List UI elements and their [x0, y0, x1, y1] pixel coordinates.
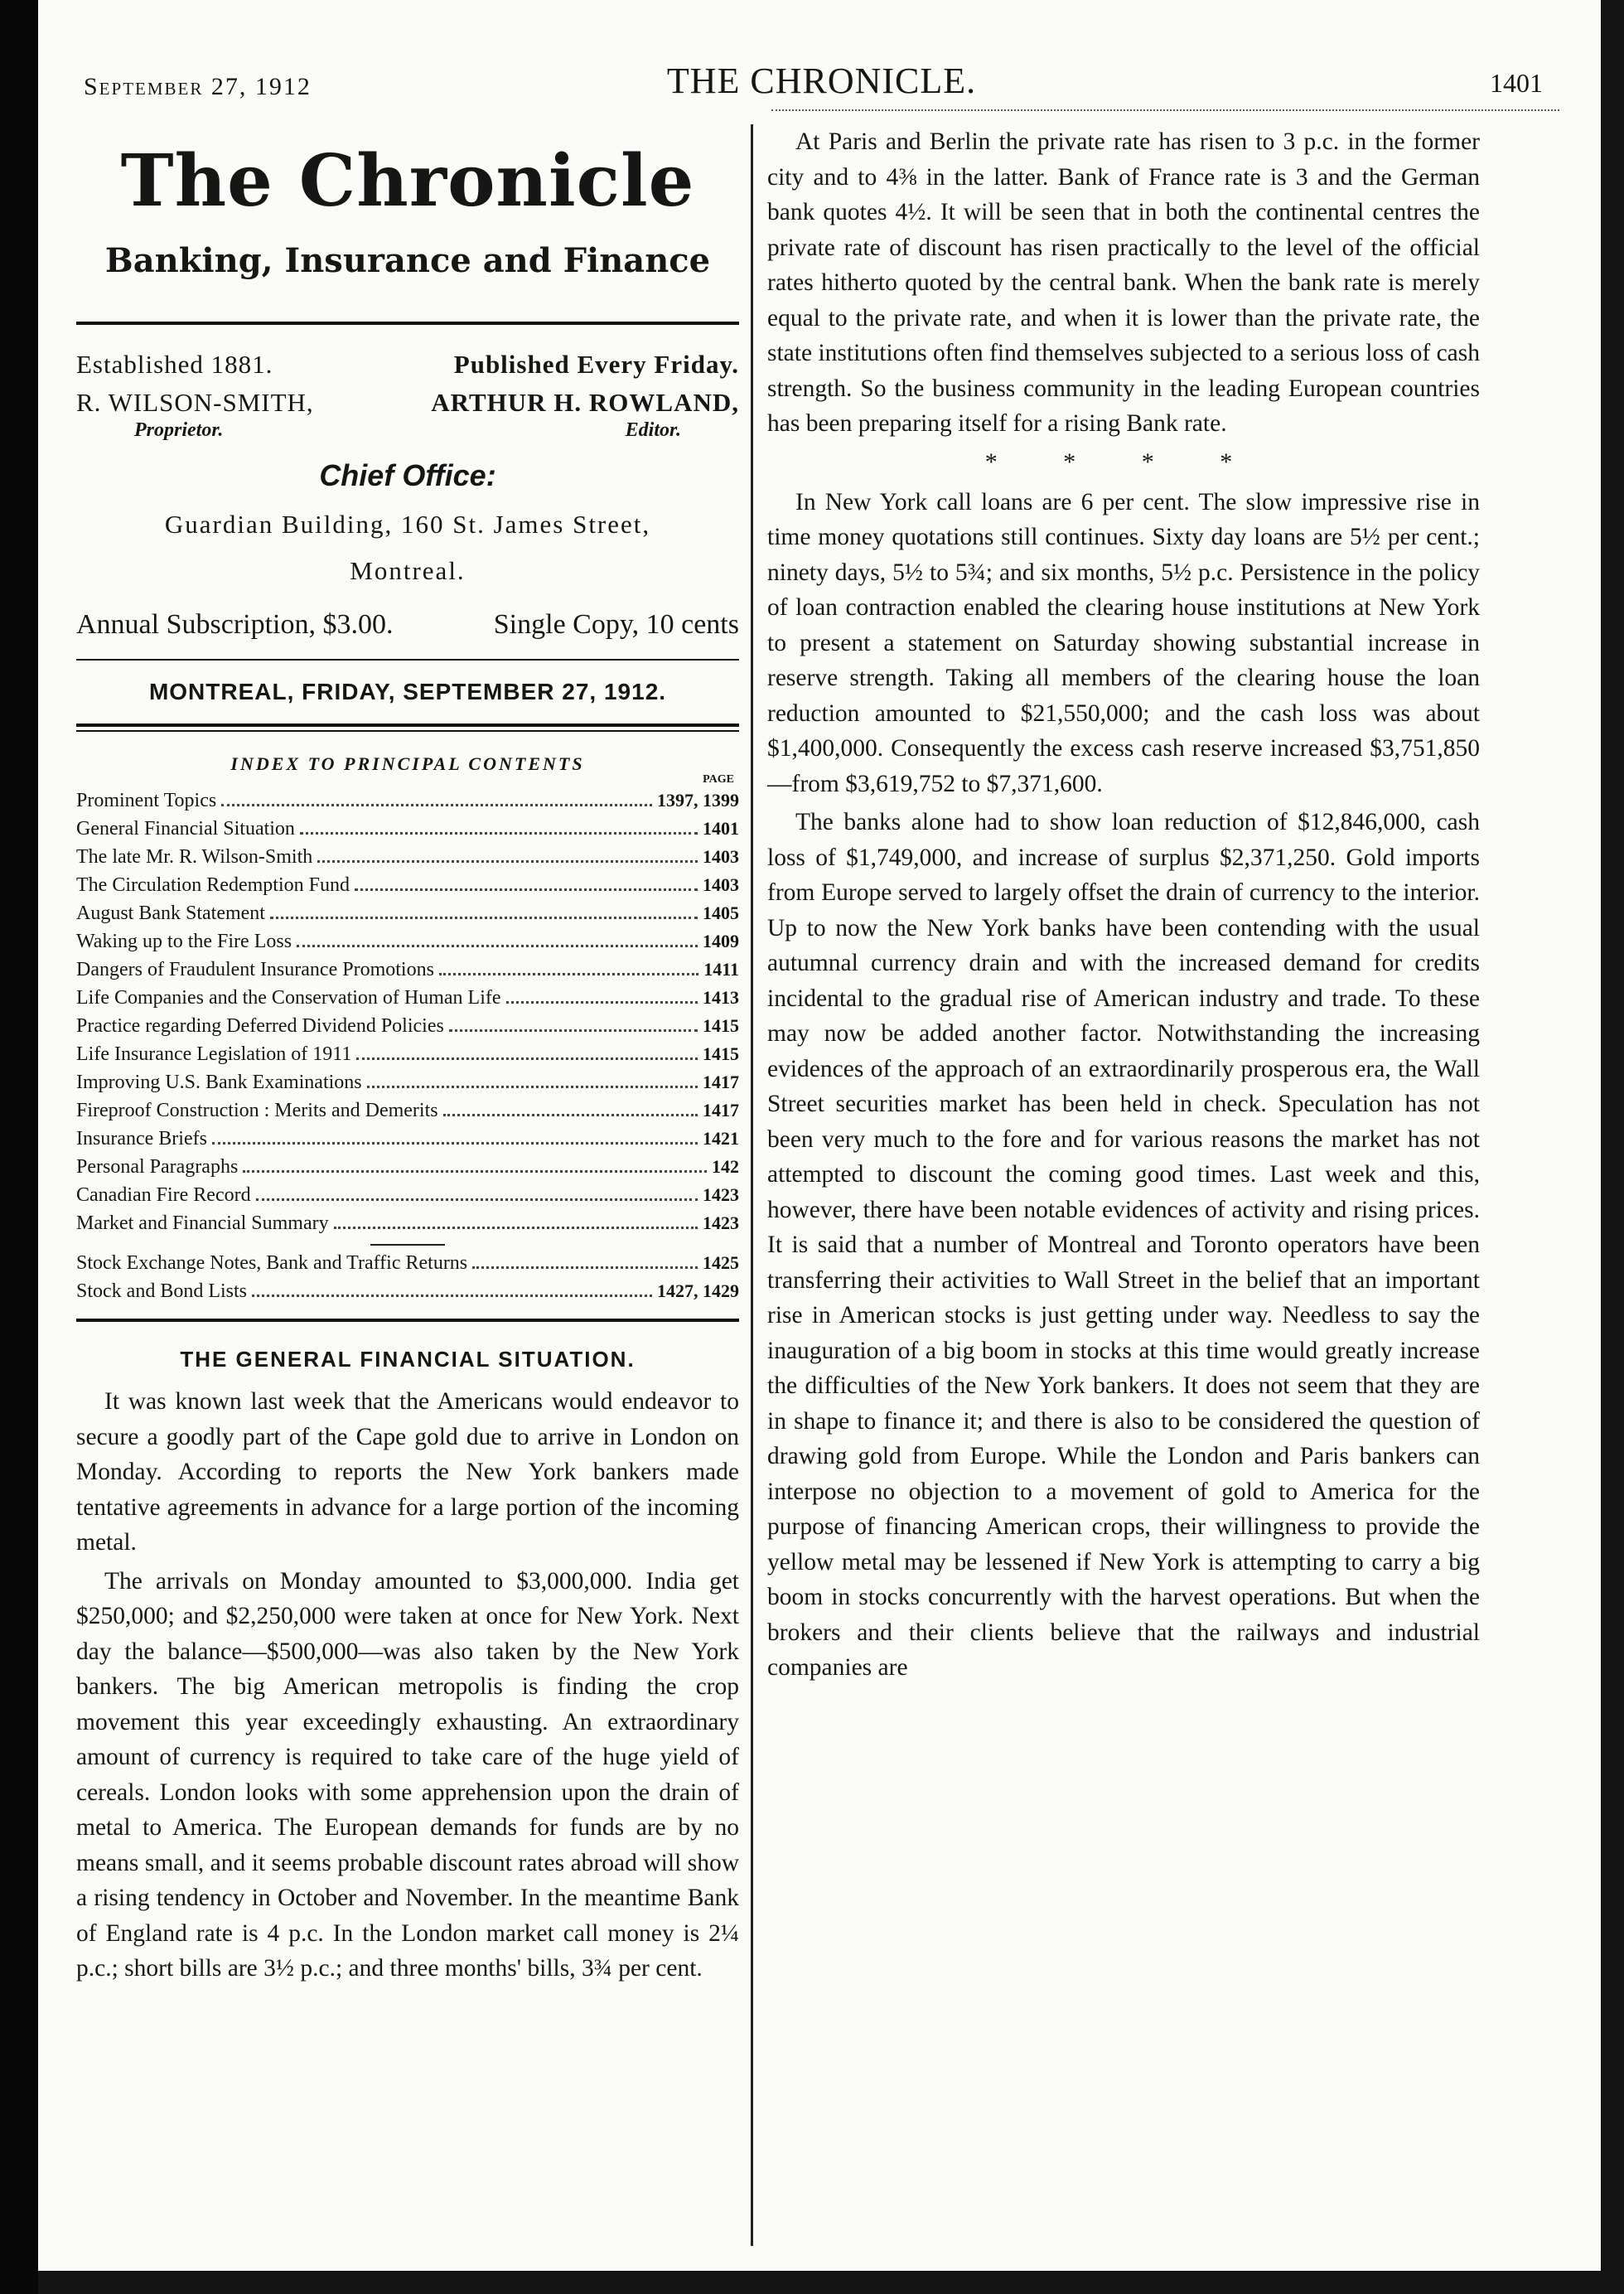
toc-entry	[76, 1040, 739, 1068]
toc-entry-title: Dangers of Fraudulent Insurance Promotions	[76, 959, 434, 980]
toc-entry	[76, 1012, 739, 1040]
toc-entry	[76, 1068, 739, 1096]
toc-entry-title: Fireproof Construction : Merits and Demerits	[76, 1100, 438, 1121]
toc-entry-page: 1421	[703, 1128, 739, 1149]
section-separator: * * * *	[984, 448, 1263, 476]
toc-entry-page: 1403	[703, 874, 739, 895]
article-paragraph: The banks alone had to show loan reduction of $12,846,000, cash loss of $1,749,000, and increase of surplus $2,371,250. Gold imports from Europe served to largely offset the drain of currency to the interior. Up to now the New York banks have been contending with the usual autumnal currency drain and with the increased demand for credits incidental to the gradual rise of American industry and trade. To these may now be added another factor. Notwithstanding the increasing evidences of the approach of an extraordinarily prosperous era, the Wall Street securities market has been held in check. Speculation has not been very much to the fore and for various reasons the market has not attempted to discount the coming good times. Last week and this, however, there have been notable evidences of activity and rising prices. It is said that a number of Montreal and Toronto operators have been transferring their activities to Wall Street in the belief that an important rise in American stocks is just getting under way. Needless to say the inauguration of a big boom in stocks at this time would greatly increase the difficulties of the New York bankers. It does not seem that they are in shape to finance it; and there is also to be considered the question of drawing gold from Europe. While the London and Paris bankers can interpose no objection to a movement of gold to America for the purpose of financing American crops, their willingness to provide the yellow metal may be lessened if New York is attempting to carry a big boom in stocks concurrently with the harvest operations. But when the brokers and their clients believe that the railways and industrial companies are	[767, 809, 1480, 1681]
toc-leader-dots	[212, 1134, 698, 1145]
dateline-rule-double	[76, 730, 739, 732]
toc-entry	[76, 927, 739, 956]
toc-entry-title: Prominent Topics	[76, 790, 217, 811]
subscription-row	[76, 609, 739, 641]
left-column	[76, 124, 739, 1987]
toc-entry-title: Life Insurance Legislation of 1911	[76, 1043, 352, 1065]
proprietor-name: R. WILSON-SMITH,	[76, 388, 314, 417]
masthead-subtitle: Banking, Insurance and Finance	[104, 241, 711, 280]
toc-leader-dots	[334, 1218, 698, 1229]
column-divider	[751, 124, 753, 2246]
toc-leader-dots	[252, 1286, 652, 1297]
toc-entry-title: Waking up to the Fire Loss	[76, 931, 292, 952]
toc-entry-title: Improving U.S. Bank Examinations	[76, 1072, 362, 1093]
dateline-rule-top	[76, 659, 739, 661]
chief-office-label: Chief Office:	[319, 458, 496, 492]
page-number: 1401	[1490, 68, 1543, 98]
toc-entry-page: 1411	[703, 959, 739, 980]
toc-leader-dots	[317, 852, 698, 863]
running-head-title: THE CHRONICLE.	[666, 60, 977, 101]
article-paragraph: It was known last week that the Americans would endeavor to secure a goodly part of the Cape gold due to arrive in London on Monday. According to reports the New York bankers made tentative agreements in advance for a large portion of the incoming metal.	[76, 1388, 739, 1556]
toc-entry-title: Stock Exchange Notes, Bank and Traffic Returns	[76, 1252, 468, 1274]
toc-entry	[76, 871, 739, 899]
newspaper-page	[38, 0, 1601, 2271]
index-page-label: PAGE	[703, 773, 734, 786]
article-title: THE GENERAL FINANCIAL SITUATION.	[180, 1347, 636, 1372]
toc-entry-page: 1423	[703, 1184, 739, 1205]
toc-entry-page: 1413	[703, 987, 739, 1008]
toc-entry-title: The late Mr. R. Wilson-Smith	[76, 846, 313, 868]
masthead-title: The Chronicle	[120, 139, 695, 223]
toc-leader-dots	[297, 936, 698, 947]
article-paragraph: The arrivals on Monday amounted to $3,000,000. India get $250,000; and $2,250,000 were taken at once for New York. Next day the balance—$500,000—was also taken by the New York bankers. The big American metropolis is finding the crop movement this year exceedingly exhausting. An extraordinary amount of currency is required to take care of the huge yield of cereals. London looks with some apprehension upon the drain of metal to America. The European demands for funds are by no means small, and it seems probable discount rates abroad will show a rising tendency in October and November. In the meantime Bank of England rate is 4 p.c. In the London market call money is 2¼ p.c.; short bills are 3½ p.c.; and three months' bills, 3¾ per cent.	[76, 1567, 739, 1982]
toc-entry-title: The Circulation Redemption Fund	[76, 874, 350, 896]
toc-leader-dots	[270, 908, 698, 919]
toc-entry-page: 1409	[703, 931, 739, 951]
toc-leader-dots	[256, 1190, 698, 1201]
toc-entry	[76, 1096, 739, 1125]
toc-entry-title: Life Companies and the Conservation of Human Life	[76, 987, 501, 1009]
masthead-rule	[76, 322, 739, 325]
toc-leader-dots	[356, 1049, 698, 1060]
toc-entry	[76, 1125, 739, 1153]
toc-leader-dots	[443, 1106, 698, 1116]
running-head	[84, 58, 1559, 108]
toc-entry-title: Personal Paragraphs	[76, 1156, 239, 1178]
toc-entry-page: 1397, 1399	[657, 790, 739, 811]
masthead	[76, 139, 739, 280]
office-address: Guardian Building, 160 St. James Street,	[164, 510, 651, 539]
toc-entry	[76, 843, 739, 871]
table-of-contents-supplement	[76, 1249, 739, 1305]
article-paragraph: At Paris and Berlin the private rate has risen to 3 p.c. in the former city and to 4⅜ in the latter. Bank of France rate is 3 and the German bank quotes 4½. It will be seen that in both the continental centres the private rate of discount has risen practically to the level of the official rates hitherto quoted by the central bank. When the bank rate is merely equal to the private rate, and when it is lower than the private rate, the state institutions often find themselves subjected to a serious loss of cash strength. So the business community in the leading European countries has been preparing itself for a rising Bank rate.	[767, 128, 1480, 437]
toc-divider	[370, 1244, 445, 1246]
toc-entry-title: Market and Financial Summary	[76, 1212, 329, 1234]
staff-roles-row	[76, 419, 739, 442]
scan-edge	[0, 0, 38, 2294]
toc-entry	[76, 1249, 739, 1277]
editor-name: ARTHUR H. ROWLAND,	[431, 388, 739, 417]
annual-subscription: Annual Subscription, $3.00.	[76, 609, 394, 640]
toc-leader-dots	[449, 1021, 698, 1032]
article-paragraph: In New York call loans are 6 per cent. The slow impressive rise in time money quotations still continues. Sixty day loans are 5½ per cent.; ninety days, 5½ to 5¾; and six months, 5½ p.c. Persistence in the policy of loan contraction enabled the clearing house institutions at New York to present a statement on Saturday showing substantial increase in reserve strength. Taking all members of the clearing house the loan reduction amounted to $21,550,000; and the cash loss was about $1,400,000. Consequently the excess cash reserve increased $3,751,850—from $3,619,752 to $7,371,600.	[767, 488, 1480, 797]
published-line: Published Every Friday.	[453, 350, 739, 379]
toc-entry-page: 1417	[703, 1072, 739, 1092]
toc-entry	[76, 984, 739, 1012]
toc-entry-page: 1423	[703, 1212, 739, 1233]
toc-leader-dots	[300, 824, 698, 835]
toc-entry-page: 1417	[703, 1100, 739, 1120]
toc-entry	[76, 1181, 739, 1209]
toc-entry	[76, 956, 739, 984]
toc-entry	[76, 1277, 739, 1305]
toc-leader-dots	[367, 1077, 698, 1088]
toc-entry-page: 1415	[703, 1015, 739, 1036]
editor-role: Editor.	[625, 419, 681, 441]
index-heading: INDEX TO PRINCIPAL CONTENTS	[230, 753, 585, 774]
staff-row	[76, 388, 739, 418]
toc-leader-dots	[439, 965, 698, 975]
dateline: MONTREAL, FRIDAY, SEPTEMBER 27, 1912.	[148, 679, 667, 704]
toc-entry-page: 1405	[703, 903, 739, 923]
table-of-contents	[76, 786, 739, 1237]
toc-leader-dots	[506, 993, 698, 1004]
single-copy-price: Single Copy, 10 cents	[493, 609, 739, 640]
toc-entry-page: 1425	[703, 1252, 739, 1273]
toc-entry-title: Practice regarding Deferred Dividend Policies	[76, 1015, 444, 1037]
article-right-bottom	[767, 485, 1480, 1686]
toc-entry-page: 1401	[703, 818, 739, 839]
toc-entry	[76, 1209, 739, 1237]
toc-entry-page: 142	[712, 1156, 739, 1177]
toc-entry-title: Canadian Fire Record	[76, 1184, 251, 1206]
article-left-body	[76, 1384, 739, 1987]
toc-leader-dots	[355, 880, 698, 891]
toc-leader-dots	[472, 1258, 698, 1269]
index-rule	[76, 1319, 739, 1322]
toc-leader-dots	[221, 796, 652, 806]
office-city: Montreal.	[350, 556, 466, 585]
toc-entry-page: 1415	[703, 1043, 739, 1064]
toc-entry	[76, 899, 739, 927]
toc-entry-page: 1403	[703, 846, 739, 867]
right-column	[767, 124, 1480, 1686]
article-right-top	[767, 124, 1480, 442]
toc-entry-title: Insurance Briefs	[76, 1128, 207, 1149]
toc-entry	[76, 815, 739, 843]
toc-entry-title: General Financial Situation	[76, 818, 295, 840]
toc-entry	[76, 786, 739, 815]
proprietor-role: Proprietor.	[134, 419, 224, 441]
toc-entry-page: 1427, 1429	[657, 1280, 739, 1301]
toc-entry-title: Stock and Bond Lists	[76, 1280, 248, 1302]
running-head-rule	[771, 109, 1559, 111]
toc-entry-title: August Bank Statement	[76, 903, 265, 924]
running-head-date: September 27, 1912	[84, 73, 312, 100]
established-line: Established 1881.	[76, 350, 273, 379]
dateline-rule-bottom	[76, 724, 739, 727]
toc-leader-dots	[243, 1162, 707, 1173]
publication-info-row	[76, 350, 739, 380]
toc-entry	[76, 1153, 739, 1181]
